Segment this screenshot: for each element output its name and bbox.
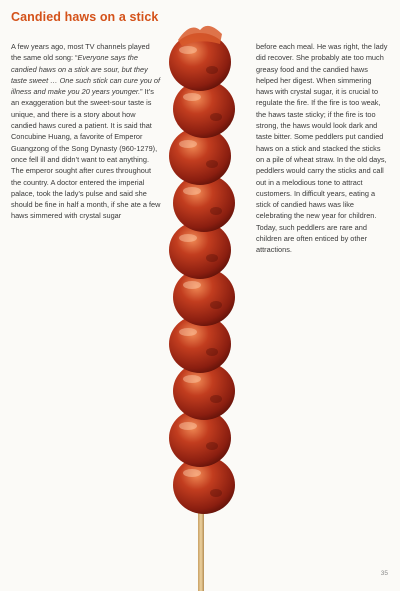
left-text-body: ” It’s an exaggeration but the sweet-sour taste is unique, and there is a story about how candied haws cured a patient. It is said that Concubine Huang, a favorite of Emperor Guangzong of the Song Dynasty (960-1279), once fell ill and didn’t want to eat anything. The emperor sought after cures throughout the country. A doctor entered the imperial palace, took the lady’s pulse and said she should be fine in half a month, if she ate a few haws simmered with crystal sugar (11, 87, 161, 221)
haw-1 (169, 33, 231, 91)
left-text-intro: A few years ago, most TV channels played the same old song: “ (11, 42, 150, 63)
page-number: 35 (380, 570, 388, 577)
article-column-right: before each meal. He was right, the lady did recover. She probably ate too much greasy food and the candied haws helped her digest. When simmering haws with crystal sugar, it is crucial to regulate the fire. If the fire is too weak, the haws taste sticky; if the fire is too strong, the haws would look dark and taste bitter. Some peddlers put candied haws on a stick and stacked the sticks on a pile of wheat straw. In the old days, peddlers would carry the sticks and call out in a melodious tone to attract customers. In difficult years, eating a stick of candied haws was like celebrating the new year for children. Today, such peddlers are rare and children are often enticed by other attractions. (256, 42, 388, 255)
left-text-quote: Everyone says the candied haws on a stick are sour, but they taste sweet … One such stick can cure you of illness and make you 20 years younger. (11, 53, 160, 97)
article-title: Candied haws on a stick (11, 10, 159, 24)
